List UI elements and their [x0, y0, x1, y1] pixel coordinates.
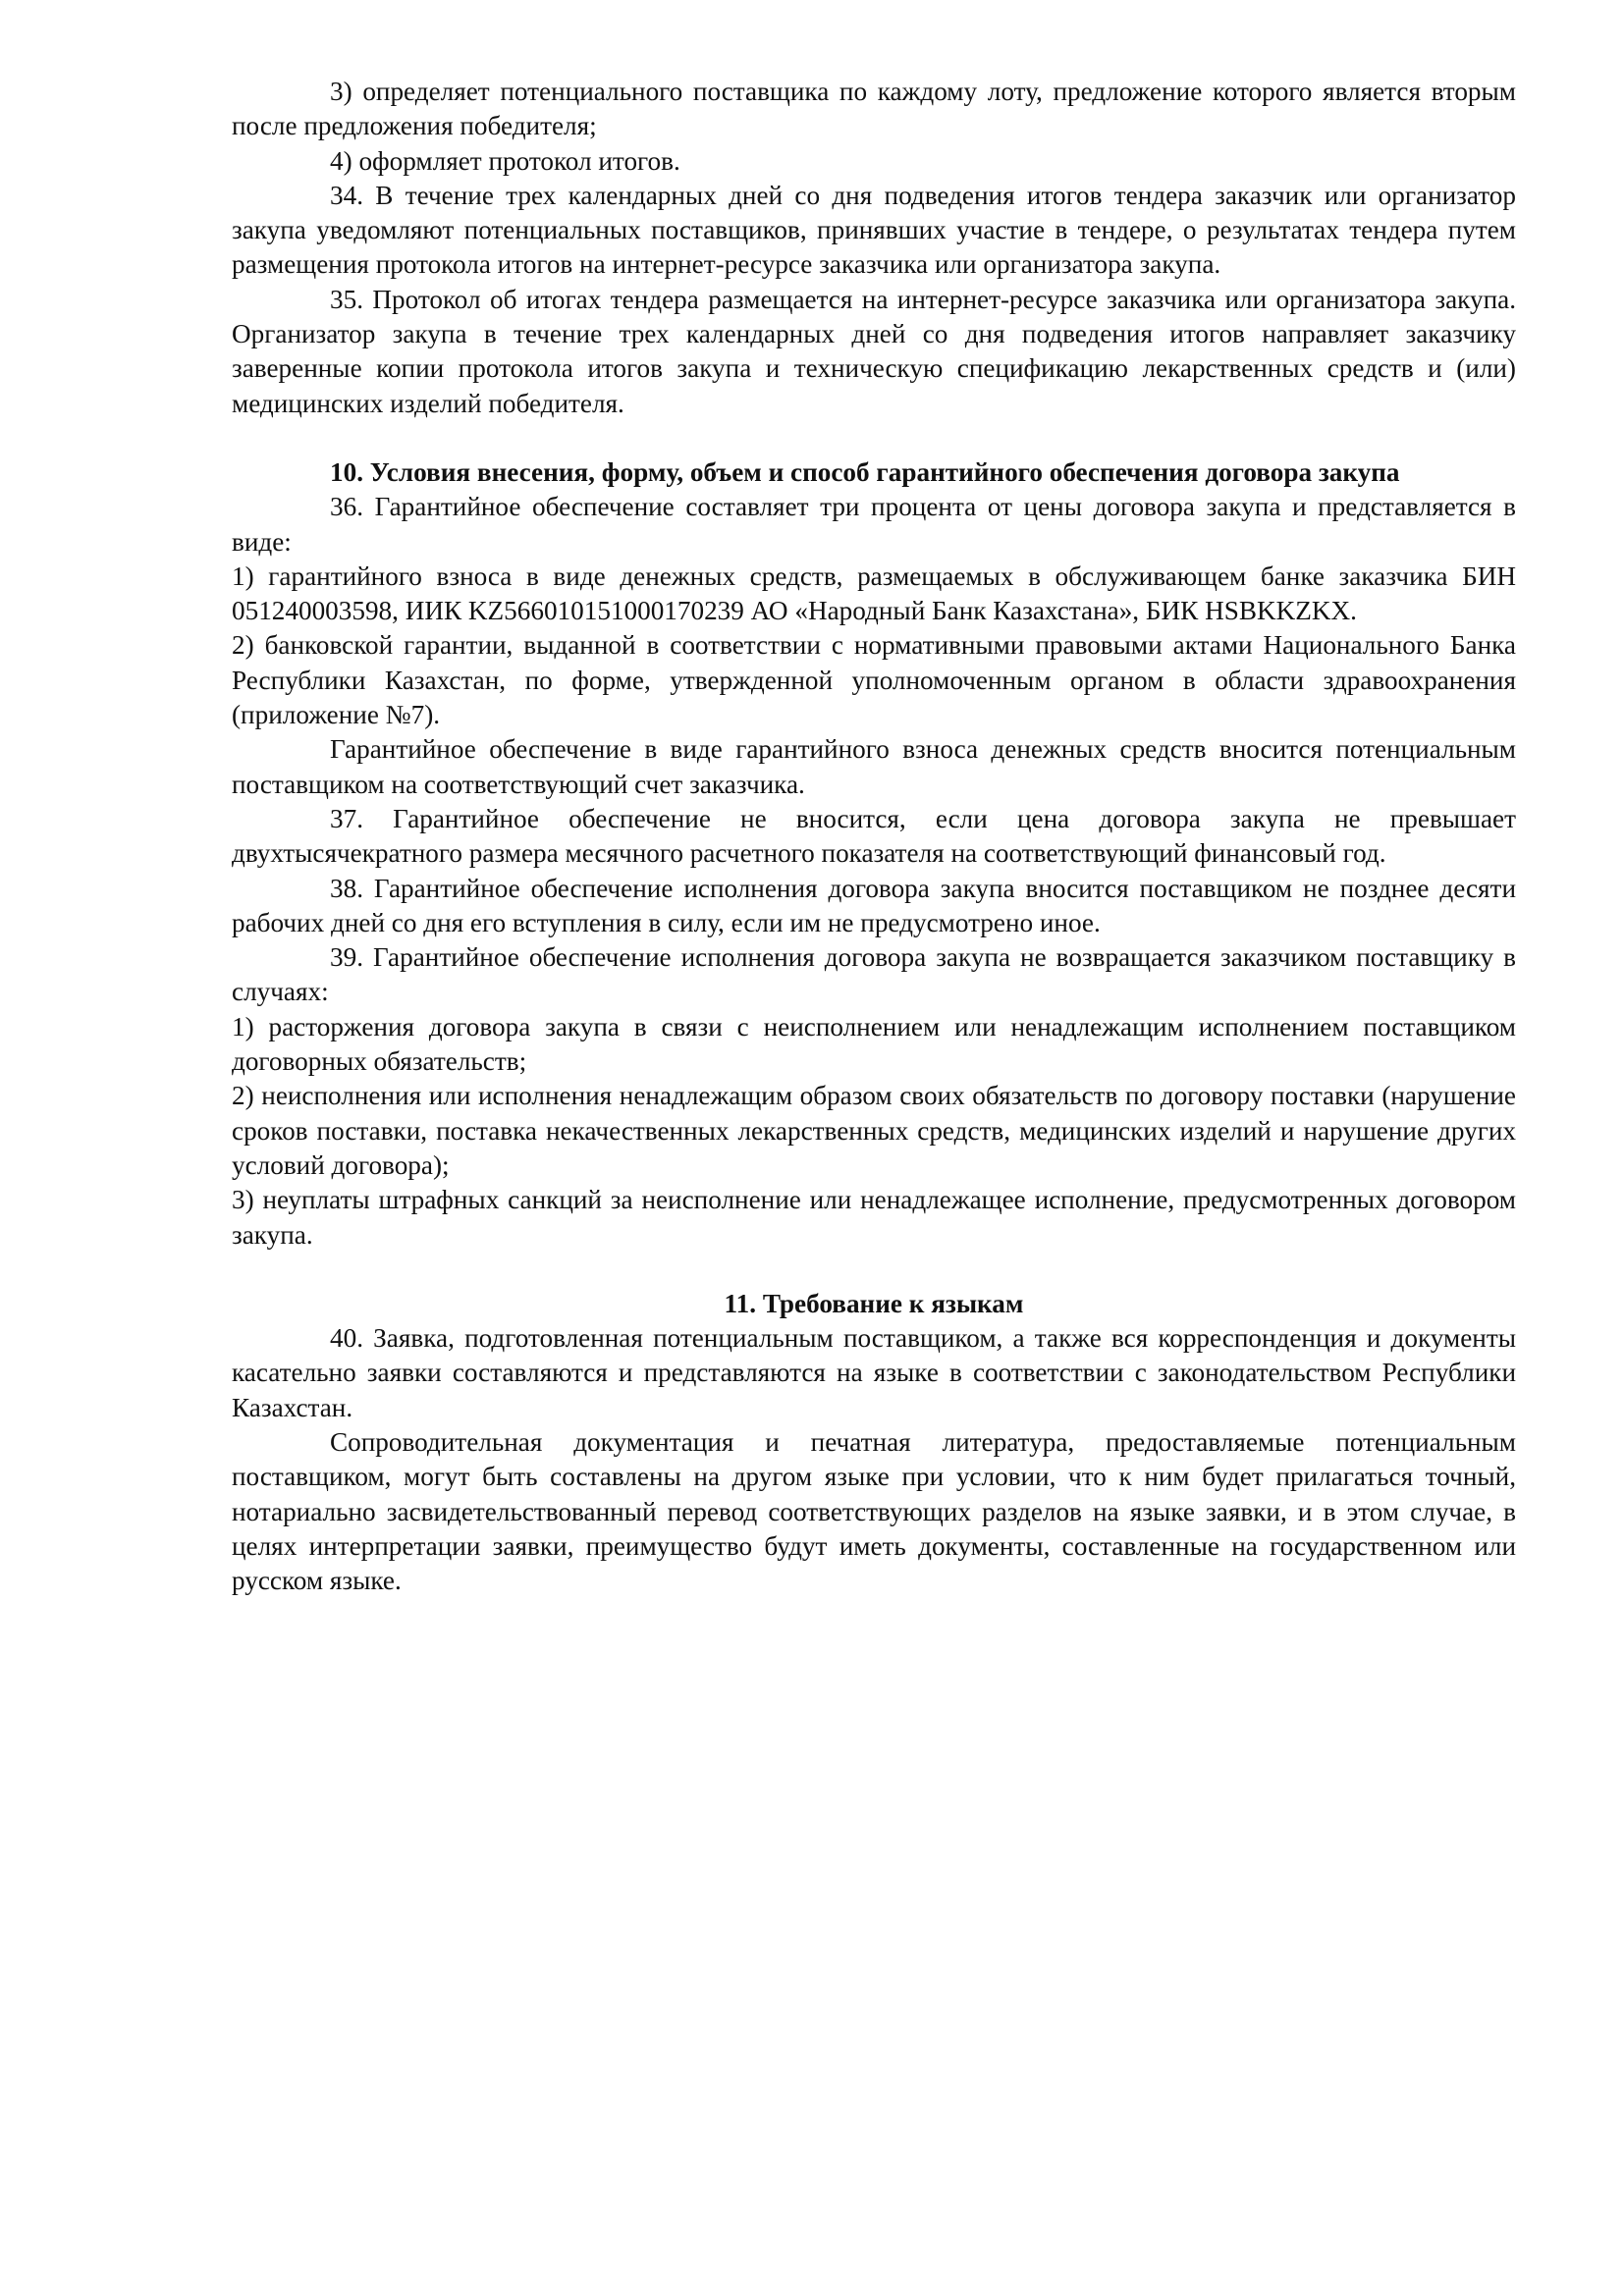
paragraph-35: 35. Протокол об итогах тендера размещается на интернет-ресурсе заказчика или организатора закупа. Организатор закупа в течение трех календарных дней со дня подведения итогов направляет заказчику заверенные копии протокола итогов закупа и техническую спецификацию лекарственных средств и (или) медицинских изделий победителя. [232, 284, 1516, 418]
spacer [232, 1253, 1516, 1287]
paragraph-37: 37. Гарантийное обеспечение не вносится, если цена договора закупа не превышает двухтысячекратного размера месячного расчетного показателя на соответствующий финансовый год. [232, 803, 1516, 869]
paragraph-36-item-2: 2) банковской гарантии, выданной в соответствии с нормативными правовыми актами Национального Банка Республики Казахстан, по форме, утвержденной уполномоченным органом в области здравоохранения (приложение №7). [232, 630, 1516, 730]
paragraph-40: 40. Заявка, подготовленная потенциальным поставщиком, а также вся корреспонденция и документы касательно заявки составляются и представляются на языке в соответствии с законодательством Республики Казахстан. [232, 1323, 1516, 1422]
paragraph-item-3: 3) определяет потенциального поставщика по каждому лоту, предложение которого является вторым после предложения победителя; [232, 77, 1516, 141]
section-11-heading: 11. Требование к языкам [724, 1288, 1024, 1318]
section-10-heading: 10. Условия внесения, форму, объем и способ гарантийного обеспечения договора закупа [330, 456, 1400, 487]
paragraph-39-item-1: 1) расторжения договора закупа в связи с неисполнением или ненадлежащим исполнением поставщиком договорных обязательств; [232, 1011, 1516, 1077]
paragraph-36: 36. Гарантийное обеспечение составляет три процента от цены договора закупа и представляется в виде: [232, 492, 1516, 557]
paragraph-36-item-1: 1) гарантийного взноса в виде денежных средств, размещаемых в обслуживающем банке заказчика БИН 051240003598, ИИК KZ566010151000170239 АО «Народный Банк Казахстана», БИК HSBKKZKX. [232, 561, 1516, 626]
paragraph-38: 38. Гарантийное обеспечение исполнения договора закупа вносится поставщиком не позднее десяти рабочих дней со дня его вступления в силу, если им не предусмотрено иное. [232, 873, 1516, 937]
document-page [232, 75, 1516, 1598]
paragraph-36-note: Гарантийное обеспечение в виде гарантийного взноса денежных средств вносится потенциальным поставщиком на соответствующий счет заказчика. [232, 734, 1516, 799]
paragraph-39-item-3: 3) неуплаты штрафных санкций за неисполнение или ненадлежащее исполнение, предусмотренных договором закупа. [232, 1185, 1516, 1250]
paragraph-34: 34. В течение трех календарных дней со дня подведения итогов тендера заказчик или организатор закупа уведомляют потенциальных поставщиков, принявших участие в тендере, о результатах тендера путем размещения протокола итогов на интернет-ресурсе заказчика или организатора закупа. [232, 180, 1516, 280]
paragraph-item-4: 4) оформляет протокол итогов. [330, 145, 680, 176]
paragraph-39: 39. Гарантийное обеспечение исполнения договора закупа не возвращается заказчиком поставщику в случаях: [232, 942, 1516, 1007]
paragraph-39-item-2: 2) неисполнения или исполнения ненадлежащим образом своих обязательств по договору поставки (нарушение сроков поставки, поставка некачественных лекарственных средств, медицинских изделий и нарушение других условий договора); [232, 1081, 1516, 1180]
spacer [232, 421, 1516, 455]
paragraph-40-note: Сопроводительная документация и печатная литература, предоставляемые потенциальным поставщиком, могут быть составлены на другом языке при условии, что к ним будет прилагаться точный, нотариально засвидетельствованный перевод соответствующих разделов на языке заявки, и в этом случае, в целях интерпретации заявки, преимущество будут иметь документы, составленные на государственном или русском языке. [232, 1426, 1516, 1596]
